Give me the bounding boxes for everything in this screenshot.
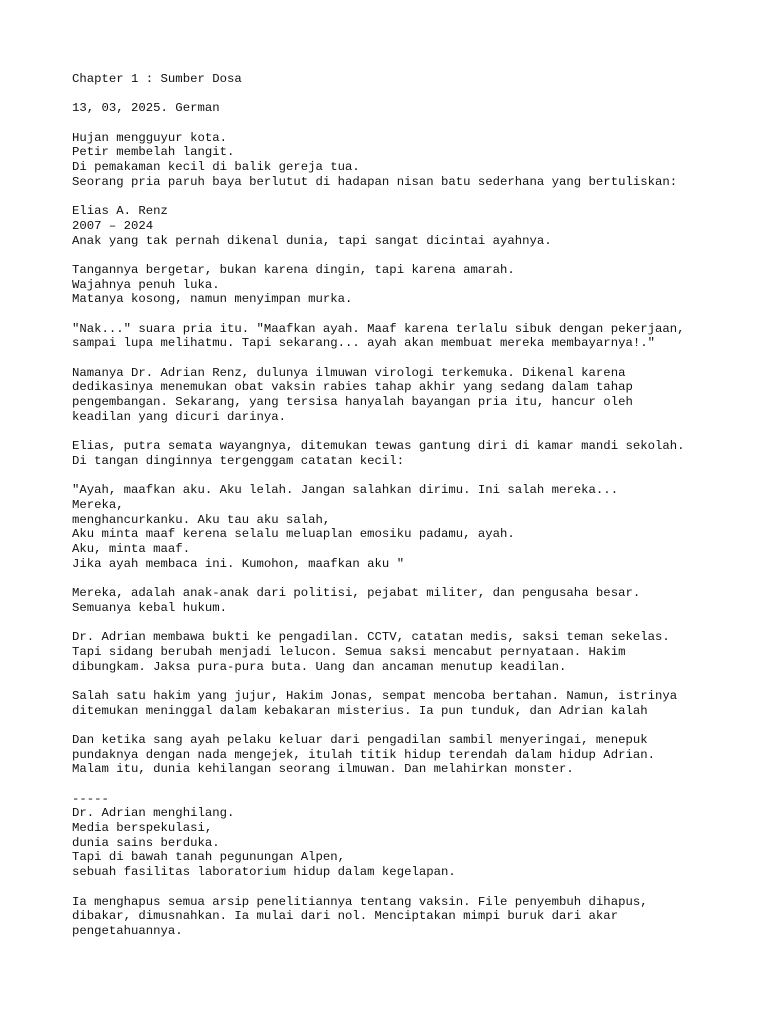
text-line: Mereka, adalah anak-anak dari politisi, pejabat militer, dan pengusaha besar. [72, 586, 641, 601]
paragraph [72, 792, 728, 880]
text-line: Elias, putra semata wayangnya, ditemukan tewas gantung diri di kamar mandi sekolah. [72, 439, 685, 454]
text-line: sebuah fasilitas laboratorium hidup dalam kegelapan. [72, 865, 456, 880]
spacer [72, 116, 728, 131]
text-line: Wajahnya penuh luka. [72, 277, 220, 292]
text-line: Tapi sidang berubah menjadi lelucon. Semua saksi mencabut pernyataan. Hakim [72, 644, 626, 659]
text-line: ----- [72, 791, 109, 806]
paragraph [72, 263, 728, 307]
text-line: pundaknya dengan nada mengejek, itulah titik hidup terendah dalam hidup Adrian. [72, 747, 655, 762]
spacer [72, 469, 728, 484]
paragraph [72, 689, 728, 718]
paragraph [72, 483, 728, 571]
text-line: dedikasinya menemukan obat vaksin rabies tahap akhir yang sedang dalam tahap [72, 380, 633, 395]
text-line: Malam itu, dunia kehilangan seorang ilmuwan. Dan melahirkan monster. [72, 762, 574, 777]
text-line: ditemukan meninggal dalam kebakaran misterius. Ia pun tunduk, dan Adrian kalah [72, 703, 648, 718]
text-line: Di tangan dinginnya tergenggam catatan kecil: [72, 453, 405, 468]
text-line: Aku minta maaf kerena selalu meluaplan emosiku padamu, ayah. [72, 527, 515, 542]
text-line: "Ayah, maafkan aku. Aku lelah. Jangan salahkan dirimu. Ini salah mereka... [72, 483, 619, 498]
text-line: Anak yang tak pernah dikenal dunia, tapi sangat dicintai ayahnya. [72, 233, 552, 248]
text-line: Salah satu hakim yang jujur, Hakim Jonas, sempat mencoba bertahan. Namun, istrinya [72, 688, 678, 703]
paragraph [72, 131, 728, 190]
text-line: dunia sains berduka. [72, 835, 220, 850]
text-line: Hujan mengguyur kota. [72, 130, 227, 145]
text-line: pengetahuannya. [72, 923, 183, 938]
spacer [72, 425, 728, 440]
text-line: Jika ayah membaca ini. Kumohon, maafkan aku " [72, 556, 405, 571]
text-line: Semuanya kebal hukum. [72, 600, 227, 615]
text-line: Tangannya bergetar, bukan karena dingin, tapi karena amarah. [72, 262, 515, 277]
text-line: Namanya Dr. Adrian Renz, dulunya ilmuwan virologi terkemuka. Dikenal karena [72, 365, 626, 380]
spacer [72, 307, 728, 322]
text-line: Mereka, [72, 497, 124, 512]
spacer [72, 351, 728, 366]
spacer [72, 615, 728, 630]
text-line: dibakar, dimusnahkan. Ia mulai dari nol. Menciptakan mimpi buruk dari akar [72, 909, 619, 924]
paragraph [72, 733, 728, 777]
text-line: Ia menghapus semua arsip penelitiannya tentang vaksin. File penyembuh dihapus, [72, 894, 648, 909]
text-line: dibungkam. Jaksa pura-pura buta. Uang dan ancaman menutup keadilan. [72, 659, 567, 674]
paragraph [72, 630, 728, 674]
text-line: Matanya kosong, namun menyimpan murka. [72, 292, 353, 307]
paragraph [72, 439, 728, 468]
spacer [72, 777, 728, 792]
text-line: Media berspekulasi, [72, 821, 213, 836]
spacer [72, 674, 728, 689]
spacer [72, 190, 728, 205]
paragraph [72, 586, 728, 615]
spacer [72, 718, 728, 733]
text-line: sampai lupa melihatmu. Tapi sekarang... ayah akan membuat mereka membayarnya!." [72, 336, 655, 351]
spacer [72, 87, 728, 102]
text-line: Tapi di bawah tanah pegunungan Alpen, [72, 850, 346, 865]
text-line: Di pemakaman kecil di balik gereja tua. [72, 160, 360, 175]
text-line: Aku, minta maaf. [72, 542, 191, 556]
paragraph [72, 366, 728, 425]
text-line: Dan ketika sang ayah pelaku keluar dari pengadilan sambil menyeringai, menepuk [72, 732, 648, 747]
text-line: Dr. Adrian membawa bukti ke pengadilan. CCTV, catatan medis, saksi teman sekelas. [72, 630, 670, 645]
spacer [72, 880, 728, 895]
date-line: 13, 03, 2025. German [72, 101, 220, 116]
text-line: Seorang pria paruh baya berlutut di hadapan nisan batu sederhana yang bertuliskan: [72, 174, 678, 189]
text-line: "Nak..." suara pria itu. "Maafkan ayah. Maaf karena terlalu sibuk dengan pekerjaan, [72, 321, 685, 336]
spacer [72, 248, 728, 263]
text-line: Petir membelah langit. [72, 145, 235, 160]
text-line: Elias A. Renz [72, 204, 168, 219]
paragraph [72, 322, 728, 351]
spacer [72, 571, 728, 586]
body-text [72, 131, 728, 939]
chapter-title: Chapter 1 : Sumber Dosa [72, 72, 242, 86]
paragraph [72, 204, 728, 248]
text-line: Dr. Adrian menghilang. [72, 806, 235, 821]
text-line: menghancurkanku. Aku tau aku salah, [72, 512, 331, 527]
text-line: keadilan yang dicuri darinya. [72, 409, 287, 424]
text-line: 2007 – 2024 [72, 218, 154, 233]
paragraph [72, 895, 728, 939]
text-line: pengembangan. Sekarang, yang tersisa hanyalah bayangan pria itu, hancur oleh [72, 395, 633, 410]
